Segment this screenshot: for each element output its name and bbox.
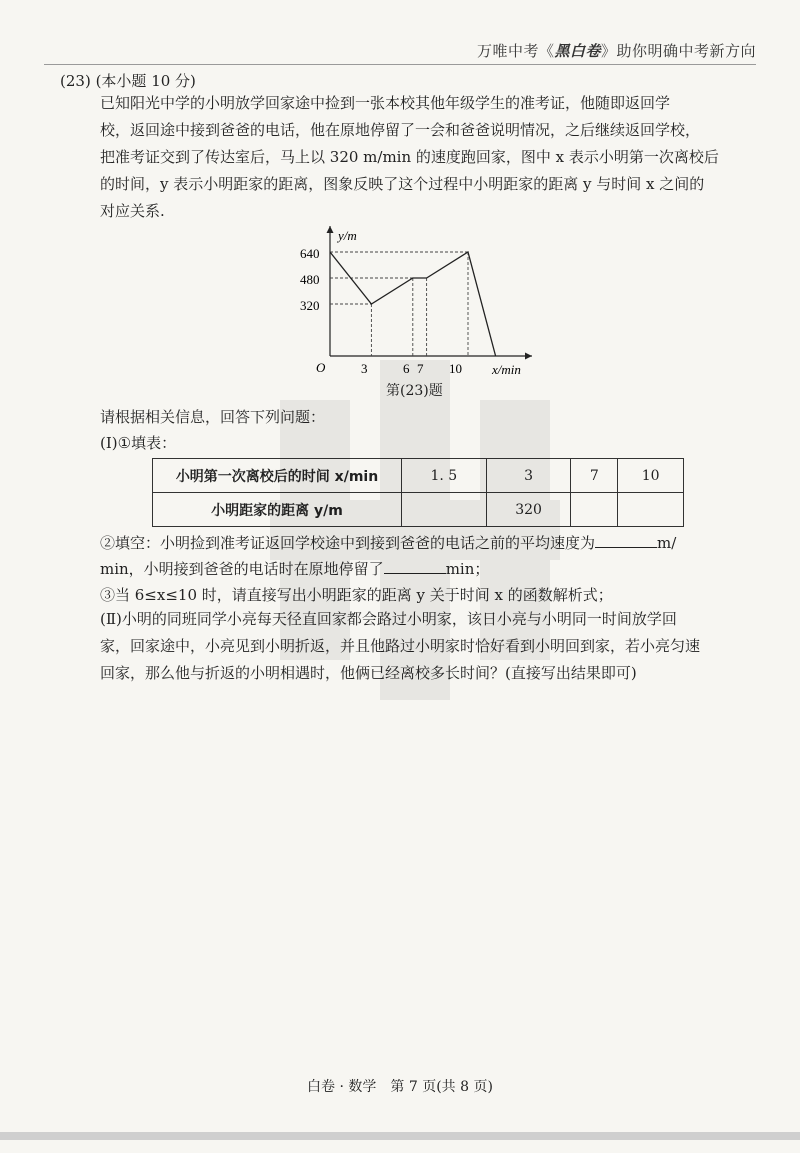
header-divider xyxy=(44,64,756,65)
x-tick-10: 10 xyxy=(449,361,462,376)
part1-q2-line1: ②填空：小明捡到准考证返回学校途中到接到爸爸的电话之前的平均速度为 m/ xyxy=(100,534,677,552)
part1-label: (Ⅰ)①填表： xyxy=(100,434,177,452)
y-tick-640: 640 xyxy=(300,246,320,261)
stem-line: 把准考证交到了传达室后，马上以 320 m/min 的速度跑回家，图中 x 表示小明第一次离校后 xyxy=(100,148,719,166)
y-tick-320: 320 xyxy=(300,298,320,313)
stem-line: 已知阳光中学的小明放学回家途中捡到一张本校其他年级学生的准考证，他随即返回学 xyxy=(100,94,671,112)
part2-line: 家，回家途中，小亮见到小明折返，并且他路过小明家时恰好看到小明回到家，若小亮匀速 xyxy=(100,637,701,655)
stem-line: 的时间，y 表示小明距家的距离，图象反映了这个过程中小明距家的距离 y 与时间 x 之间的 xyxy=(100,175,705,193)
fill-in-table xyxy=(152,458,684,527)
part2-line: 回家，那么他与折返的小明相遇时，他俩已经离校多长时间？(直接写出结果即可) xyxy=(100,664,637,682)
question-points: (本小题 10 分) xyxy=(95,72,196,90)
speed-answer-blank[interactable] xyxy=(595,533,657,548)
answer-cell[interactable] xyxy=(571,493,618,527)
figure-caption: 第(23)题 xyxy=(386,383,443,399)
y-axis-label: y/m xyxy=(338,228,357,243)
part2-text xyxy=(100,606,750,687)
instruction-text: 请根据相关信息，回答下列问题： xyxy=(100,408,326,426)
table-cell: 3 xyxy=(486,459,571,493)
part1-q2-line2: min，小明接到爸爸的电话时在原地停留了 min； xyxy=(100,560,490,578)
table-cell: 1. 5 xyxy=(402,459,487,493)
answer-cell[interactable] xyxy=(618,493,684,527)
question-heading xyxy=(60,70,196,91)
dashed-guides xyxy=(330,252,468,356)
table-cell: 320 xyxy=(486,493,571,527)
x-tick-3: 3 xyxy=(361,361,368,376)
stem-line: 校，返回途中接到爸爸的电话，他在原地停留了一会和爸爸说明情况，之后继续返回学校， xyxy=(100,121,701,139)
origin-label: O xyxy=(316,360,326,375)
distance-time-graph xyxy=(270,222,550,380)
answer-cell[interactable] xyxy=(402,493,487,527)
stay-time-answer-blank[interactable] xyxy=(384,559,446,574)
x-tick-6: 6 xyxy=(403,361,410,376)
table-cell: 10 xyxy=(618,459,684,493)
time-row-header: 小明第一次离校后的时间 x/min xyxy=(153,459,402,493)
part2-line: (Ⅱ)小明的同班同学小亮每天径直回家都会路过小明家，该日小亮与小明同一时间放学回 xyxy=(100,610,677,628)
brand-name: 黑白卷 xyxy=(554,42,601,60)
stem-line: 对应关系. xyxy=(100,202,165,220)
table-cell: 7 xyxy=(571,459,618,493)
table-row xyxy=(153,459,684,493)
table-row xyxy=(153,493,684,527)
y-tick-480: 480 xyxy=(300,272,320,287)
x-tick-7: 7 xyxy=(417,361,424,376)
bottom-border xyxy=(0,1132,800,1140)
question-stem xyxy=(100,90,750,225)
page-footer: 白卷 · 数学 第 7 页(共 8 页) xyxy=(307,1079,493,1095)
page-header: 万唯中考《黑白卷》助你明确中考新方向 xyxy=(476,42,756,60)
part1-q3: ③当 6≤x≤10 时，请直接写出小明距家的距离 y 关于时间 x 的函数解析式； xyxy=(100,586,613,604)
distance-row-header: 小明距家的距离 y/m xyxy=(153,493,402,527)
x-axis-label: x/min xyxy=(492,362,521,377)
question-number: (23) xyxy=(60,72,91,90)
